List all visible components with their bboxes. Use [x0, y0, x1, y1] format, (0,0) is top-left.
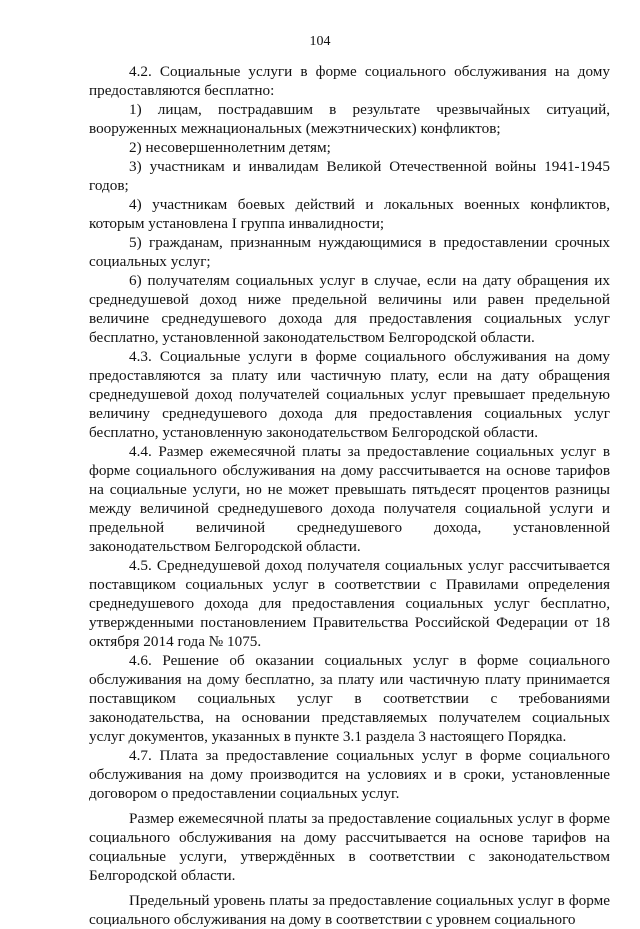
paragraph-4-3: 4.3. Социальные услуги в форме социального обслуживания на дому предоставляются за плату или частичную плату, если на дату обращения среднедушевой доход получателей социальных услуг превышает предельную величину среднедушевого дохода для предоставления социальных услуг бесплатно, установленную законодательством Белгородской области.: [89, 348, 610, 441]
document-body: [89, 62, 610, 929]
list-item-4: 4) участникам боевых действий и локальных военных конфликтов, которым установлена I группа инвалидности;: [89, 196, 610, 232]
list-item-1: 1) лицам, пострадавшим в результате чрезвычайных ситуаций, вооруженных межнациональных (межэтнических) конфликтов;: [89, 101, 610, 137]
list-item-3: 3) участникам и инвалидам Великой Отечественной войны 1941-1945 годов;: [89, 158, 610, 194]
page-number: 104: [309, 34, 331, 49]
list-item-5: 5) гражданам, признанным нуждающимися в предоставлении срочных социальных услуг;: [89, 234, 610, 270]
paragraph-fee-limit: Предельный уровень платы за предоставление социальных услуг в форме социального обслуживания на дому в соответствии с уровнем социального: [89, 892, 610, 928]
list-item-6: 6) получателям социальных услуг в случае, если на дату обращения их среднедушевой доход ниже предельной величины или равен предельной величине среднедушевого дохода для предоставления социальных услуг бесплатно, установленной законодательством Белгородской области.: [89, 272, 610, 346]
paragraph-4-5: 4.5. Среднедушевой доход получателя социальных услуг рассчитывается поставщиком социальных услуг в соответствии с Правилами определения среднедушевого дохода для предоставления социальных услуг бесплатно, утвержденными постановлением Правительства Российской Федерации от 18 октября 2014 года № 1075.: [89, 557, 610, 650]
paragraph-4-7: 4.7. Плата за предоставление социальных услуг в форме социального обслуживания на дому производится на условиях и в сроки, установленные договором о предоставлении социальных услуг.: [89, 747, 610, 802]
paragraph-4-6: 4.6. Решение об оказании социальных услуг в форме социального обслуживания на дому бесплатно, за плату или частичную плату принимается поставщиком социальных услуг в соответствии с требованиями законодательства, на основании представляемых получателем социальных услуг документов, указанных в пункте 3.1 раздела 3 настоящего Порядка.: [89, 652, 610, 745]
paragraph-4-2: 4.2. Социальные услуги в форме социального обслуживания на дому предоставляются бесплатно:: [89, 63, 610, 99]
paragraph-4-4: 4.4. Размер ежемесячной платы за предоставление социальных услуг в форме социального обслуживания на дому рассчитывается на основе тарифов на социальные услуги, но не может превышать пятьдесят процентов разницы между величиной среднедушевого дохода получателя социальной услуги и предельной величиной среднедушевого дохода, установленной законодательством Белгородской области.: [89, 443, 610, 555]
paragraph-monthly-fee: Размер ежемесячной платы за предоставление социальных услуг в форме социального обслуживания на дому рассчитывается на основе тарифов на социальные услуги, утверждённых в соответствии с законодательством Белгородской области.: [89, 810, 610, 884]
list-item-2: 2) несовершеннолетним детям;: [129, 139, 331, 156]
